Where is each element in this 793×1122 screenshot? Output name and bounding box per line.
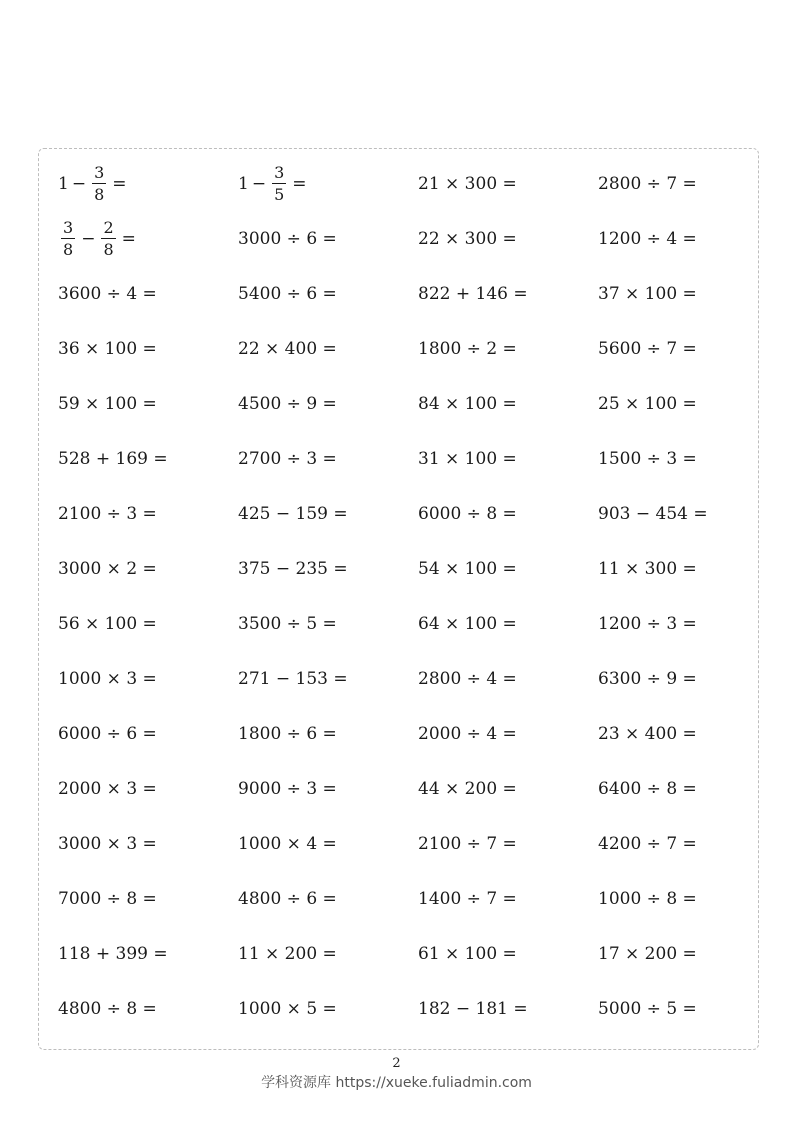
problem-text: 3600 ÷ 4 = <box>58 283 157 304</box>
problem-item <box>58 321 238 376</box>
problem-item <box>238 211 418 266</box>
problem-text: 11 × 200 = <box>238 943 337 964</box>
problem-item <box>418 596 598 651</box>
problem-text: 1200 ÷ 3 = <box>598 613 697 634</box>
problem-text: 54 × 100 = <box>418 558 517 579</box>
problem-item <box>598 156 778 211</box>
problem-number: 1 <box>58 173 69 194</box>
fraction-numerator: 3 <box>94 162 105 182</box>
fraction-numerator: 2 <box>103 217 114 237</box>
problem-item <box>598 596 778 651</box>
problem-item <box>238 871 418 926</box>
problem-text: 822 + 146 = <box>418 283 528 304</box>
problem-text: 22 × 400 = <box>238 338 337 359</box>
problem-item <box>598 926 778 981</box>
problem-item <box>238 486 418 541</box>
fraction-numerator: 3 <box>274 162 285 182</box>
problem-text: 4200 ÷ 7 = <box>598 833 697 854</box>
problem-item <box>58 651 238 706</box>
problem-text: 375 − 235 = <box>238 558 348 579</box>
problem-text: 56 × 100 = <box>58 613 157 634</box>
problem-text: 1800 ÷ 2 = <box>418 338 517 359</box>
problem-text: 3000 × 3 = <box>58 833 157 854</box>
problem-item <box>418 211 598 266</box>
problem-item <box>58 486 238 541</box>
problem-operator: − <box>71 173 87 194</box>
problem-item <box>58 596 238 651</box>
problem-item <box>58 706 238 761</box>
problem-item <box>238 541 418 596</box>
fraction <box>272 162 286 204</box>
problem-text: 3500 ÷ 5 = <box>238 613 337 634</box>
problem-item <box>598 486 778 541</box>
problem-item <box>418 761 598 816</box>
problem-text: 2100 ÷ 3 = <box>58 503 157 524</box>
problem-item <box>598 431 778 486</box>
problem-text: 4500 ÷ 9 = <box>238 393 337 414</box>
problem-text: 4800 ÷ 8 = <box>58 998 157 1019</box>
problem-item <box>238 376 418 431</box>
problem-item <box>598 761 778 816</box>
problem-item <box>418 431 598 486</box>
problem-item <box>238 156 418 211</box>
problem-item <box>418 376 598 431</box>
problem-item <box>238 266 418 321</box>
problem-text: 44 × 200 = <box>418 778 517 799</box>
problem-equals: = <box>292 173 307 194</box>
problem-text: 22 × 300 = <box>418 228 517 249</box>
problem-equals: = <box>121 228 136 249</box>
problem-text: 37 × 100 = <box>598 283 697 304</box>
problem-item <box>418 321 598 376</box>
problem-item <box>58 871 238 926</box>
page-number: 2 <box>392 1056 401 1071</box>
problem-item <box>58 431 238 486</box>
problem-item <box>418 156 598 211</box>
problem-text: 118 + 399 = <box>58 943 168 964</box>
problem-item <box>238 431 418 486</box>
problem-text: 2000 ÷ 4 = <box>418 723 517 744</box>
problem-text: 3000 × 2 = <box>58 558 157 579</box>
problem-item <box>418 486 598 541</box>
fraction <box>92 162 106 204</box>
problem-item <box>418 926 598 981</box>
problem-item <box>58 211 238 266</box>
problem-item <box>238 816 418 871</box>
problem-text: 1800 ÷ 6 = <box>238 723 337 744</box>
problem-operator: − <box>251 173 267 194</box>
problem-item <box>598 541 778 596</box>
problem-text: 2000 × 3 = <box>58 778 157 799</box>
problem-text: 271 − 153 = <box>238 668 348 689</box>
problem-text: 2100 ÷ 7 = <box>418 833 517 854</box>
problem-text: 64 × 100 = <box>418 613 517 634</box>
fraction-denominator: 8 <box>94 184 105 204</box>
problem-text: 182 − 181 = <box>418 998 528 1019</box>
problem-item <box>58 266 238 321</box>
problem-text: 36 × 100 = <box>58 338 157 359</box>
problem-item <box>58 816 238 871</box>
fraction <box>61 217 75 259</box>
problem-text: 1200 ÷ 4 = <box>598 228 697 249</box>
problem-text: 11 × 300 = <box>598 558 697 579</box>
problem-text: 1500 ÷ 3 = <box>598 448 697 469</box>
problem-text: 6000 ÷ 6 = <box>58 723 157 744</box>
problem-text: 6400 ÷ 8 = <box>598 778 697 799</box>
problem-text: 6000 ÷ 8 = <box>418 503 517 524</box>
problem-item <box>418 816 598 871</box>
problem-item <box>58 541 238 596</box>
problem-text: 6300 ÷ 9 = <box>598 668 697 689</box>
problem-item <box>418 651 598 706</box>
problem-text: 9000 ÷ 3 = <box>238 778 337 799</box>
problem-item <box>58 926 238 981</box>
problem-equals: = <box>112 173 127 194</box>
problem-text: 5400 ÷ 6 = <box>238 283 337 304</box>
problem-item <box>598 981 778 1036</box>
problem-text: 903 − 454 = <box>598 503 708 524</box>
problem-item <box>58 376 238 431</box>
fraction-denominator: 8 <box>63 239 74 259</box>
problem-text: 528 + 169 = <box>58 448 168 469</box>
problem-item <box>58 156 238 211</box>
problem-item <box>598 816 778 871</box>
problem-text: 425 − 159 = <box>238 503 348 524</box>
footer-source: 学科资源库 https://xueke.fuliadmin.com <box>261 1075 532 1091</box>
problem-item <box>238 706 418 761</box>
problem-item <box>58 761 238 816</box>
problem-item <box>238 761 418 816</box>
problem-text: 7000 ÷ 8 = <box>58 888 157 909</box>
problem-text: 1000 × 5 = <box>238 998 337 1019</box>
problem-text: 31 × 100 = <box>418 448 517 469</box>
problem-text: 5000 ÷ 5 = <box>598 998 697 1019</box>
fraction <box>101 217 115 259</box>
problem-item <box>598 871 778 926</box>
fraction-numerator: 3 <box>63 217 74 237</box>
problem-item <box>238 651 418 706</box>
problem-text: 4800 ÷ 6 = <box>238 888 337 909</box>
problem-item <box>418 706 598 761</box>
problem-item <box>598 266 778 321</box>
problem-number: 1 <box>238 173 249 194</box>
problem-text: 2700 ÷ 3 = <box>238 448 337 469</box>
problem-item <box>598 376 778 431</box>
problem-text: 1000 × 4 = <box>238 833 337 854</box>
problem-item <box>418 541 598 596</box>
problem-item <box>238 321 418 376</box>
problem-item <box>238 981 418 1036</box>
problem-item <box>238 926 418 981</box>
problem-text: 5600 ÷ 7 = <box>598 338 697 359</box>
problem-item <box>58 981 238 1036</box>
problem-text: 17 × 200 = <box>598 943 697 964</box>
problem-item <box>238 596 418 651</box>
problem-item <box>598 651 778 706</box>
problems-grid <box>58 156 778 1036</box>
problem-text: 84 × 100 = <box>418 393 517 414</box>
problem-item <box>598 211 778 266</box>
problem-item <box>418 266 598 321</box>
problem-item <box>598 706 778 761</box>
fraction-denominator: 8 <box>103 239 114 259</box>
problem-text: 2800 ÷ 4 = <box>418 668 517 689</box>
problem-text: 3000 ÷ 6 = <box>238 228 337 249</box>
problem-text: 21 × 300 = <box>418 173 517 194</box>
problem-text: 2800 ÷ 7 = <box>598 173 697 194</box>
problem-text: 1000 ÷ 8 = <box>598 888 697 909</box>
problem-item <box>418 981 598 1036</box>
problem-operator: − <box>81 228 96 249</box>
problem-text: 1400 ÷ 7 = <box>418 888 517 909</box>
problem-item <box>418 871 598 926</box>
problem-text: 61 × 100 = <box>418 943 517 964</box>
problem-text: 59 × 100 = <box>58 393 157 414</box>
problem-text: 25 × 100 = <box>598 393 697 414</box>
problem-item <box>598 321 778 376</box>
problem-text: 23 × 400 = <box>598 723 697 744</box>
problem-text: 1000 × 3 = <box>58 668 157 689</box>
fraction-denominator: 5 <box>274 184 285 204</box>
